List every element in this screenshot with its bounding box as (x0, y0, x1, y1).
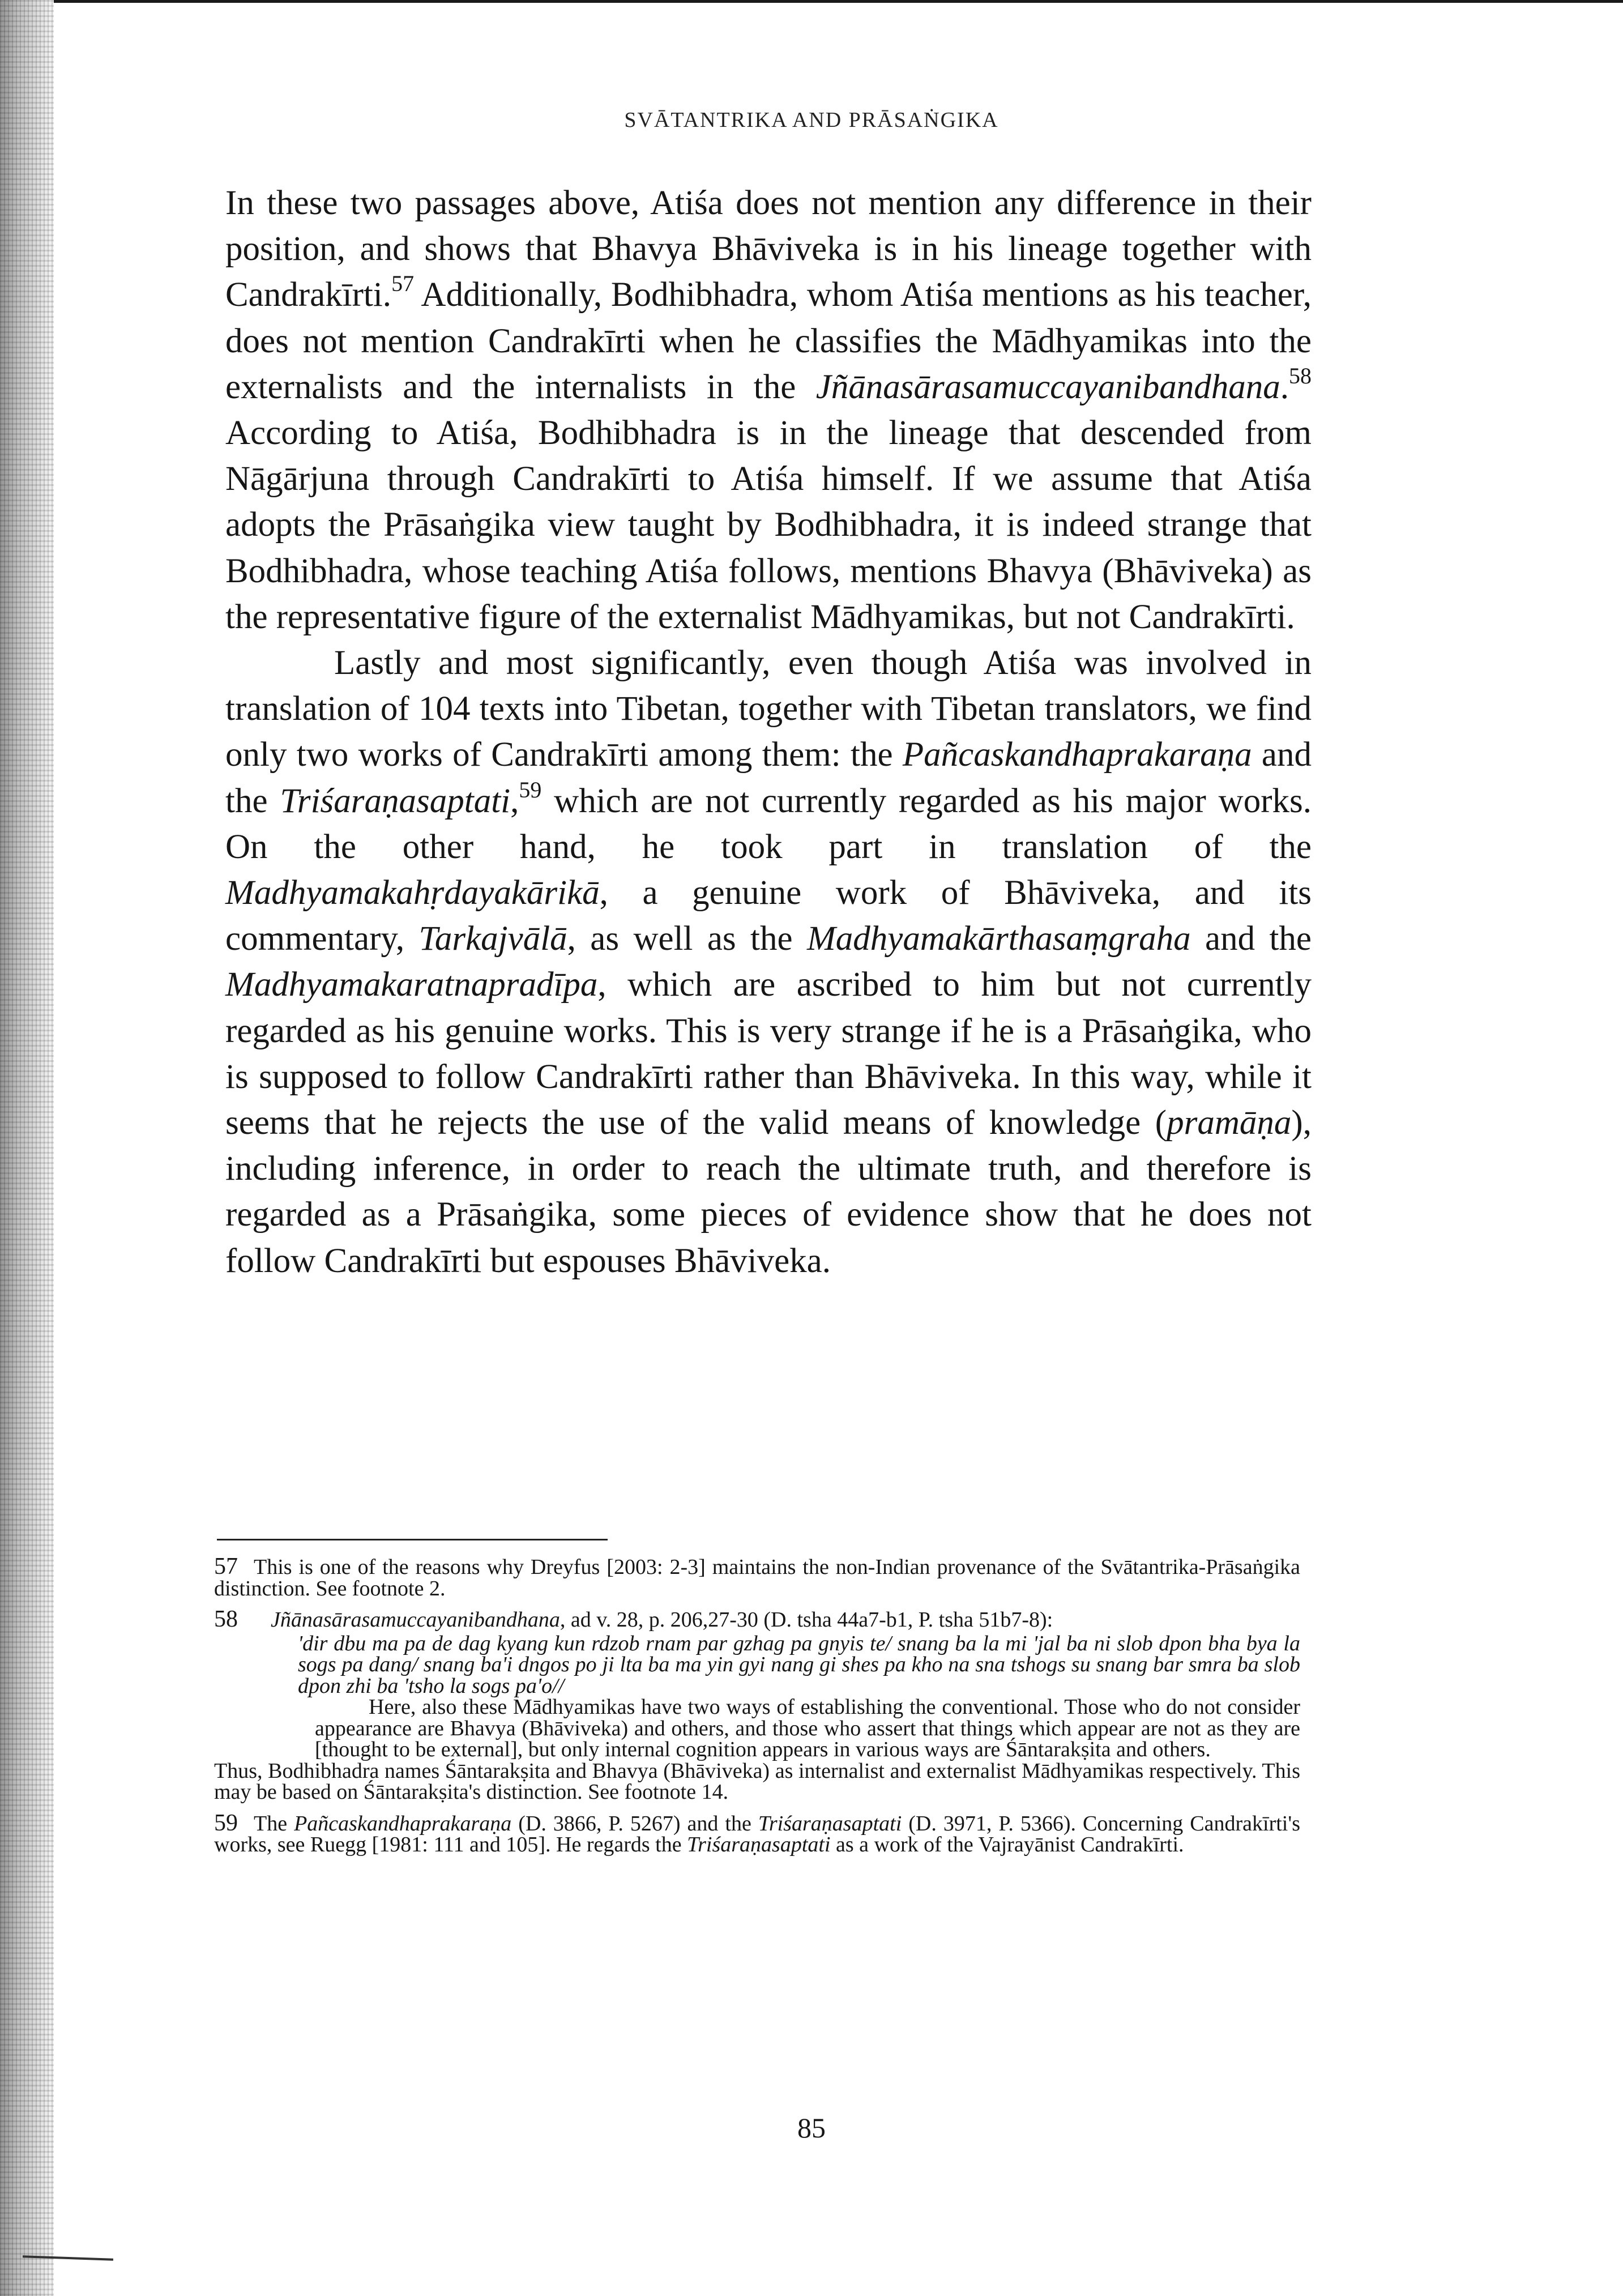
paragraph-2: Lastly and most significantly, even though Atiśa was involved in translation of 104 texts into Tibetan, together with Tibetan translators, we find only two works of Candrakīrti among them: the Pañcaskandhaprakaraṇa and the Triśaraṇasaptati,$^{59}$ which are not currently regarded as his major works. On the other hand, he took part in translation of the Madhyamakahṛdayakārikā, a genuine work of Bhāviveka, and its commentary, Tarkajvālā, as well as the Madhyamakārthasaṃgraha and the Madhyamakaratnapradīpa, which are ascribed to him but not currently regarded as his genuine works. This is very strange if he is a Prāsaṅgika, who is supposed to follow Candrakīrti rather than Bhāviveka. In this way, while it seems that he rejects the use of the valid means of knowledge (pramāṇa), including inference, in order to reach the ultimate truth, and therefore is regarded as a Prāsaṅgika, some pieces of evidence show that he does not follow Candrakīrti but espouses Bhāviveka. (225, 644, 1312, 1280)
footnote-ref-57[interactable]: 57 (391, 271, 415, 297)
work-title: Madhyamakārthasaṃgraha (806, 920, 1191, 958)
running-head: SVĀTANTRIKA AND PRĀSAṄGIKA (624, 108, 999, 132)
work-title: Triśaraṇasaptati (280, 782, 511, 820)
sanskrit-term: pramāṇa (1167, 1104, 1292, 1142)
work-title: Tarkajvālā (418, 920, 567, 958)
work-title: Triśaraṇasaptati (687, 1833, 831, 1857)
work-title: Madhyamakaratnapradīpa (225, 966, 598, 1004)
footnote-number: 59 (214, 1810, 238, 1836)
footnote-57: 57 This is one of the reasons why Dreyfus [2003: 2-3] maintains the non-Indian provenance of the Svātantrika-Prāsaṅgika distinction. See footnote 2. (214, 1554, 1300, 1601)
footnotes (214, 1556, 1300, 1866)
work-title: Pañcaskandhaprakaraṇa (902, 736, 1252, 774)
page-number: 85 (797, 2112, 826, 2144)
footnote-number: 57 (214, 1554, 238, 1580)
top-border (0, 0, 1623, 3)
footnote-number: 58 (214, 1606, 238, 1632)
footnote-59: 59 The Pañcaskandhaprakaraṇa (D. 3866, P. 5267) and the Triśaraṇasaptati (D. 3971, P. 5366). Concerning Candrakīrti's works, see Ruegg [1981: 111 and 105]. He regards the Triśaraṇasaptati as a work of the Vajrayānist Candrakīrti. (214, 1810, 1300, 1857)
footnote-58-commentary: Thus, Bodhibhadra names Śāntarakṣita and Bhavya (Bhāviveka) as internalist and externalist Mādhyamikas respectively. This may be based on Śāntarakṣita's distinction. See footnote 14. (214, 1759, 1300, 1804)
footnote-58: 58 Jñānasārasamuccayanibandhana, ad v. 28, p. 206,27-30 (D. tsha 44a7-b1, P. tsha 51b7-8): 'dir dbu ma pa de dag kyang kun rdzob rnam par gzhag pa gnyis te/ snang ba la mi 'jal ba ni slob dpon bha bya la sogs pa dang/ snang ba'i dngos po ji lta ba ma yin gyi nang gi shes pa kho na sna tshogs su snang bar smra ba slob dpon zhi ba 'tsho la sogs pa'o// Here, also these Mādhyamikas have two ways of establishing the conventional. Those who do not consider appearance are Bhavya (Bhāviveka) and others, and those who assert that things which appear are not as they are [thought to be external], but only internal cognition appears in various ways are Śāntarakṣita and others. Thus, Bodhibhadra names Śāntarakṣita and Bhavya (Bhāviveka) as internalist and externalist Mādhyamikas respectively. This may be based on Śāntarakṣita's distinction. See footnote 14. (214, 1606, 1300, 1804)
work-title: Jñānasārasamuccayanibandhana (271, 1608, 560, 1632)
main-body-text (225, 180, 1312, 1284)
work-title: Triśaraṇasaptati (758, 1811, 902, 1836)
work-title: Madhyamakahṛdayakārikā (225, 874, 600, 912)
work-title: Jñānasārasamuccayanibandhana (815, 368, 1280, 406)
translation: Here, also these Mādhyamikas have two ways of establishing the conventional. Those who do not consider appearance are Bhavya (Bhāviveka) and others, and those who assert that things which appear are not as they are [thought to be external], but only internal cognition appears in various ways are Śāntarakṣita and others. (315, 1695, 1300, 1761)
footnote-ref-58[interactable]: 58 (1289, 362, 1312, 389)
scan-edge-shadow (0, 0, 54, 2296)
footnote-separator (217, 1539, 608, 1540)
work-title: Pañcaskandhaprakaraṇa (294, 1811, 512, 1836)
paragraph-1: In these two passages above, Atiśa does not mention any difference in their position, and shows that Bhavya Bhāviveka is in his lineage together with Candrakīrti.$^{57}$ Additionally, Bodhibhadra, whom Atiśa mentions as his teacher, does not mention Candrakīrti when he classifies the Mādhyamikas into the externalists and the internalists in the Jñānasārasamuccayanibandhana.$^{58}$ According to Atiśa, Bodhibhadra is in the lineage that descended from Nāgārjuna through Candrakīrti to Atiśa himself. If we assume that Atiśa adopts the Prāsaṅgika view taught by Bodhibhadra, it is indeed strange that Bodhibhadra, whose teaching Atiśa follows, mentions Bhavya (Bhāviveka) as the representative figure of the externalist Mādhyamikas, but not Candrakīrti. (225, 184, 1312, 636)
tibetan-quote: 'dir dbu ma pa de dag kyang kun rdzob rnam par gzhag pa gnyis te/ snang ba la mi 'jal ba ni slob dpon bha bya la sogs pa dang/ snang ba'i dngos po ji lta ba ma yin gyi nang gi shes pa kho na sna tshogs su snang bar smra ba slob dpon zhi ba 'tsho la sogs pa'o// (298, 1631, 1300, 1698)
footnote-ref-59[interactable]: 59 (519, 776, 542, 803)
